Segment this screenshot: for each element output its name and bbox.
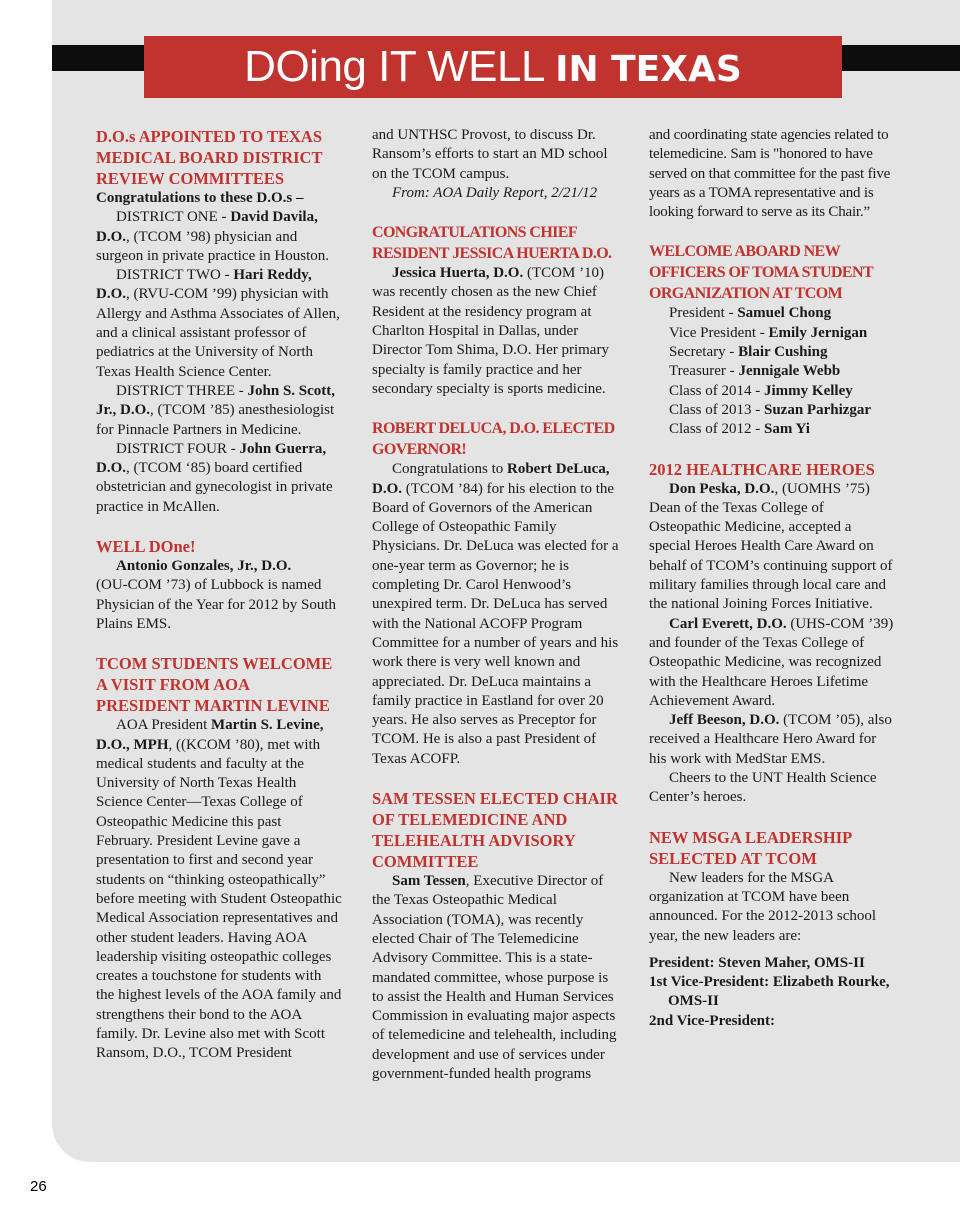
district-three-label: DISTRICT THREE - <box>116 382 248 399</box>
chief-resident-name: Jessica Huerta, D.O. <box>392 265 524 282</box>
aoa-visit-text: , ((KCOM ’80), met with medical students and faculty at the University of North Texas Health Science Center—Texas College of Osteopathic Medicine this past February. President Levine gave a presentation to first and second year students on “thinking osteopathically” before meeting with Student Osteopathic Medical Association representatives and other student leaders. Having AOA leadership visiting osteopathic colleges creates a touchstone for students with the highest levels of the AOA family and strengthens their bond to the AOA family. Dr. Levine also met with Scott Ransom, D.O., TCOM President <box>96 736 342 1062</box>
officer-item <box>649 362 895 381</box>
aoa-pre: AOA President <box>116 717 211 734</box>
peska-name: Don Peska, D.O. <box>669 480 775 497</box>
district-four <box>96 440 342 517</box>
msga-leader-item <box>649 1012 895 1031</box>
district-four-label: DISTRICT FOUR - <box>116 440 240 457</box>
heading-medical-board: D.O.s APPOINTED TO TEXAS MEDICAL BOARD DISTRICT REVIEW COMMITTEES <box>96 127 323 188</box>
officer-role: Class of 2013 - <box>669 401 764 418</box>
column-2 <box>372 126 620 1084</box>
beeson-name: Jeff Beeson, D.O. <box>669 712 780 729</box>
msga-leader-item <box>649 973 895 1012</box>
cheers-text: Cheers to the UNT Health Science Center’s heroes. <box>649 770 877 806</box>
page-number: 26 <box>30 1178 47 1195</box>
deluca-name: Robert DeLuca, D.O. <box>372 461 610 497</box>
officer-name: Sam Yi <box>764 421 810 438</box>
aoa-visit-body <box>96 716 342 1063</box>
well-done-text: (OU-COM ’73) of Lubbock is named Physician of the Year for 2012 by South Plains EMS. <box>96 577 336 632</box>
district-one-text: , (TCOM ’98) physician and surgeon in private practice in Houston. <box>96 228 329 264</box>
officer-name: Suzan Parhizgar <box>764 401 872 418</box>
column-1 <box>96 126 342 1064</box>
congrats-line <box>96 189 342 208</box>
officer-name: Jennigale Webb <box>738 363 841 380</box>
officer-name: Blair Cushing <box>738 344 828 361</box>
district-four-name: John Guerra, D.O. <box>96 440 327 477</box>
chief-resident-text: (TCOM ’10) was recently chosen as the new Chief Resident at the residency program at Charlton Hospital in Dallas, under Director Tom Shima, D.O. Her primary specialty is family practice and her secondary specialty is sports medicine. <box>372 265 609 397</box>
msga-text: New leaders for the MSGA organization at TCOM have been announced. For the 2012-2013 school year, the new leaders are: <box>649 869 877 944</box>
heading-deluca: ROBERT DELUCA, D.O. ELECTED GOVERNOR! <box>372 420 615 459</box>
heading-chief-resident: CONGRATULATIONS CHIEF RESIDENT JESSICA HUERTA D.O. <box>372 224 612 263</box>
beeson-body <box>649 711 895 769</box>
officer-list <box>649 304 895 439</box>
officer-item <box>649 324 895 343</box>
congrats-text: Congratulations to these D.O.s – <box>96 190 304 206</box>
officer-item <box>649 420 895 439</box>
msga-leader-list <box>649 954 895 1031</box>
msga-leader-item <box>649 954 895 973</box>
peska-text: , (UOMHS ’75) Dean of the Texas College of Osteopathic Medicine, accepted a special Heroes Health Care Award on behalf of TCOM’s continuing support of military families through local care and the national Joining Forces Initiative. <box>649 480 893 613</box>
everett-body <box>649 615 895 711</box>
continued-text: and UNTHSC Provost, to discuss Dr. Ransom’s efforts to start an MD school on the TCOM campus. <box>372 127 608 182</box>
district-two-text: , (RVU-COM ’99) physician with Allergy and Asthma Associates of Allen, and a clinical assistant professor of pediatrics at the University of North Texas Health Science Center. <box>96 286 340 380</box>
district-one-name: David Davila, D.O. <box>96 209 318 245</box>
banner-title-bold: IN TEXAS <box>555 49 742 90</box>
officer-role: Treasurer - <box>669 363 739 380</box>
district-one <box>96 208 342 266</box>
officer-role: Secretary - <box>669 344 739 361</box>
heading-well-done: WELL DOne! <box>96 537 196 557</box>
banner-title-light: DOing IT WELL <box>244 42 556 91</box>
page-banner <box>144 36 842 98</box>
tessen-text: , Executive Director of the Texas Osteopathic Medical Association (TOMA), was recently elected Chair of The Telemedicine Advisory Committee. This is a state-mandated committee, whose purpose is to assist the Health and Human Services Commission in evaluating major aspects of telemedicine and telehealth, including development and use of services under government-funded health programs <box>372 873 617 1082</box>
heading-msga: NEW MSGA LEADERSHIP SELECTED AT TCOM <box>649 827 852 868</box>
officer-name: Jimmy Kelley <box>764 382 853 399</box>
tessen-body <box>372 872 620 1084</box>
well-done-name: Antonio Gonzales, Jr., D.O. <box>116 558 292 575</box>
everett-text: (UHS-COM ’39) and founder of the Texas College of Osteopathic Medicine, was recognized with the Healthcare Heroes Lifetime Achievement Award. <box>649 615 894 709</box>
district-three-text: , (TCOM ’85) anesthesiologist for Pinnacle Partners in Medicine. <box>96 402 335 438</box>
district-three <box>96 382 342 440</box>
msga-leader: 1st Vice-President: Elizabeth Rourke, OMS-II <box>649 974 890 1010</box>
officer-role: Class of 2012 - <box>669 421 764 438</box>
heading-aoa-visit: TCOM STUDENTS WELCOME A VISIT FROM AOA PRESIDENT MARTIN LEVINE <box>96 654 333 716</box>
deluca-body <box>372 460 620 769</box>
tessen-name: Sam Tessen <box>392 873 466 890</box>
heading-tessen: SAM TESSEN ELECTED CHAIR OF TELEMEDICINE AND TELEHEALTH ADVISORY COMMITTEE <box>372 789 618 872</box>
aoa-president-name: Martin S. Levine, D.O., MPH <box>96 717 324 753</box>
continued-text-3: and coordinating state agencies related to telemedicine. Sam is "honored to have served on that committee for the past five years as a TOMA representative and is looking forward to serve as its Chair.” <box>649 127 891 221</box>
source-line: From: AOA Daily Report, 2/21/12 <box>392 184 598 201</box>
deluca-pre: Congratulations to <box>392 461 507 478</box>
officer-item <box>649 343 895 362</box>
officer-item <box>649 401 895 420</box>
well-done-name-line <box>96 557 342 576</box>
officer-item <box>649 304 895 323</box>
beeson-text: (TCOM ’05), also received a Healthcare Hero Award for his work with MedStar EMS. <box>649 712 892 767</box>
district-four-text: , (TCOM ‘85) board certified obstetrician and gynecologist in private practice in McAllen. <box>96 460 333 515</box>
officer-item <box>649 382 895 401</box>
msga-leader: 2nd Vice-President: <box>649 1012 775 1029</box>
district-two-label: DISTRICT TWO - <box>116 267 234 284</box>
officer-name: Emily Jernigan <box>768 324 868 341</box>
heading-toma-officers: WELCOME ABOARD NEW OFFICERS OF TOMA STUDENT ORGANIZATION AT TCOM <box>649 243 873 303</box>
district-two-name: Hari Reddy, D.O. <box>96 267 312 303</box>
deluca-text: (TCOM ’84) for his election to the Board of Governors of the American College of Osteopathic Family Physicians. Dr. DeLuca was elected for a one-year term as Governor; he is completing Dr. Carol Henwood’s unexpired term. Dr. DeLuca has served with the National ACOFP Program Committee for a number of years and his work there is very well known and appreciated. Dr. DeLuca maintains a family practice in Eastland for over 20 years. He also serves as Preceptor for TCOM. He is also a past President of Texas ACOFP. <box>372 480 619 767</box>
district-two <box>96 266 342 382</box>
column-3 <box>649 126 895 1031</box>
officer-name: Samuel Chong <box>737 305 832 322</box>
peska-body <box>649 480 895 615</box>
heading-healthcare-heroes: 2012 HEALTHCARE HEROES <box>649 459 875 479</box>
district-three-name: John S. Scott, Jr., D.O. <box>96 382 336 419</box>
everett-name: Carl Everett, D.O. <box>669 615 787 632</box>
officer-role: Vice President - <box>669 324 769 341</box>
msga-leader: President: Steven Maher, OMS-II <box>649 954 865 971</box>
officer-role: Class of 2014 - <box>669 382 764 399</box>
officer-role: President - <box>669 305 738 322</box>
chief-resident-body <box>372 264 620 399</box>
district-one-label: DISTRICT ONE - <box>116 209 231 226</box>
